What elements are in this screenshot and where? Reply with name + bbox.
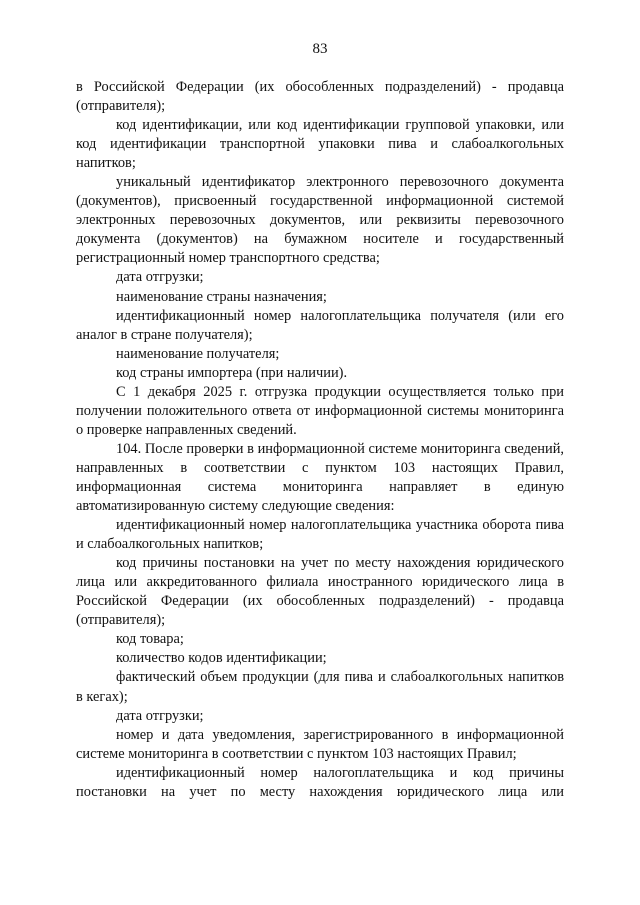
paragraph: идентификационный номер налогоплательщика получателя (или его аналог в стране получателя); bbox=[76, 307, 564, 343]
paragraph: уникальный идентификатор электронного перевозочного документа (документов), присвоенный государственной информационной системой электронных перевозочных документов, или реквизиты перевозочного документа (документов) на бумажном носителе и государственный регистрационный номер транспортного средства; bbox=[76, 174, 564, 267]
paragraph: количество кодов идентификации; bbox=[116, 650, 327, 667]
paragraph: код страны импортера (при наличии). bbox=[116, 364, 348, 381]
paragraph: дата отгрузки; bbox=[116, 707, 204, 724]
paragraph: в Российской Федерации (их обособленных подразделений) - продавца (отправителя); bbox=[76, 79, 564, 115]
paragraph: наименование получателя; bbox=[116, 345, 280, 362]
paragraph: код товара; bbox=[116, 631, 184, 648]
paragraph: код причины постановки на учет по месту нахождения юридического лица или аккредитованного филиала иностранного юридического лица в Российской Федерации (их обособленных подразделений) - продавца (отправителя); bbox=[76, 555, 564, 629]
paragraph: дата отгрузки; bbox=[116, 269, 204, 286]
paragraph: фактический объем продукции (для пива и слабоалкогольных напитков в кегах); bbox=[76, 669, 564, 705]
page-number: 83 bbox=[312, 41, 328, 57]
paragraph: код идентификации, или код идентификации групповой упаковки, или код идентификации транспортной упаковки пива и слабоалкогольных напитков; bbox=[76, 117, 564, 172]
paragraph: номер и дата уведомления, зарегистрированного в информационной системе мониторинга в соответствии с пунктом 103 настоящих Правил; bbox=[76, 726, 564, 762]
paragraph: 104. После проверки в информационной системе мониторинга сведений, направленных в соответствии с пунктом 103 настоящих Правил, информационная система мониторинга направляет в единую автоматизированную систему следующие сведения: bbox=[76, 440, 564, 515]
document-body bbox=[76, 78, 564, 802]
paragraph: наименование страны назначения; bbox=[116, 288, 327, 305]
paragraph: С 1 декабря 2025 г. отгрузка продукции осуществляется только при получении положительного ответа от информационной системы мониторинга о проверке направленных сведений. bbox=[76, 383, 564, 438]
paragraph: идентификационный номер налогоплательщика и код причины постановки на учет по месту нахождения юридического лица или bbox=[76, 764, 564, 800]
paragraph: идентификационный номер налогоплательщика участника оборота пива и слабоалкогольных напитков; bbox=[76, 517, 564, 553]
